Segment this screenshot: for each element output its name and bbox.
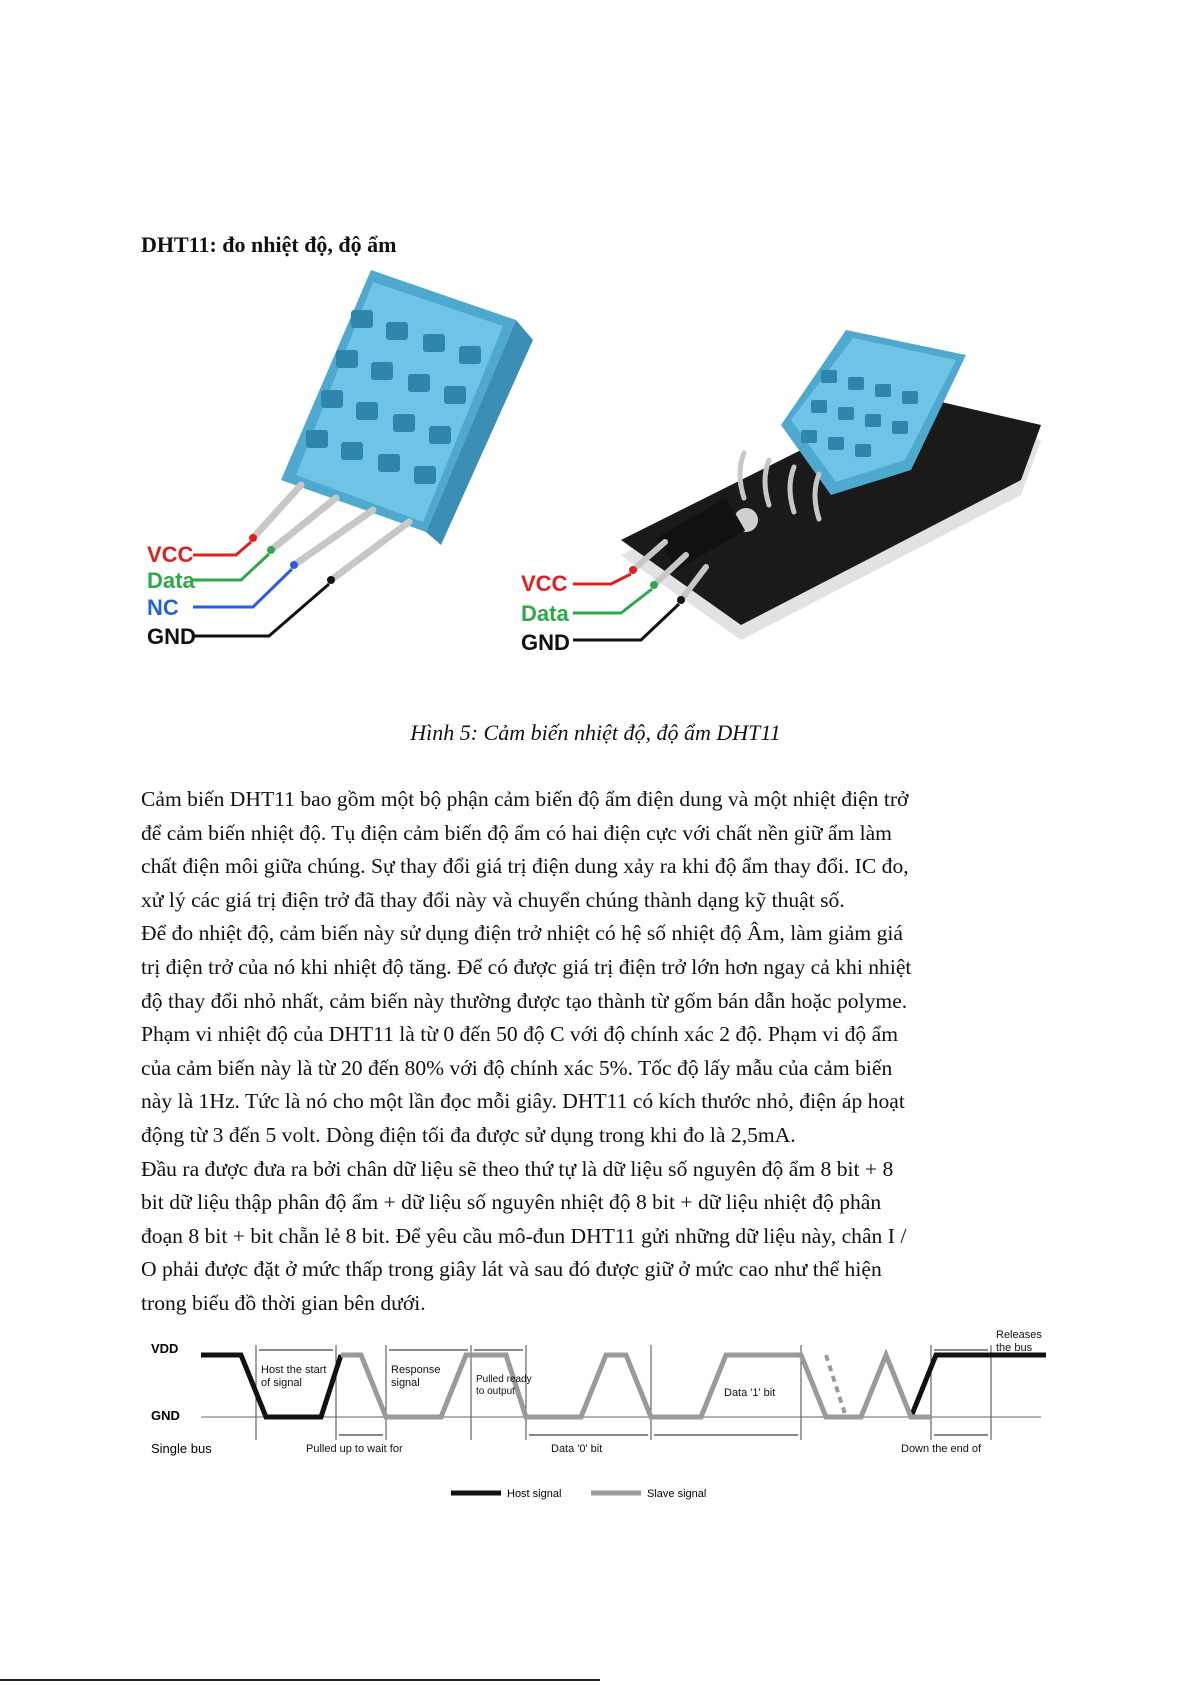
body-line: O phải được đặt ở mức thấp trong giây lát và sau đó được giữ ở mức cao như thể hiện (141, 1257, 882, 1282)
body-paragraphs (141, 783, 1061, 1321)
left-label-nc: NC (147, 595, 179, 620)
right-label-vcc: VCC (521, 571, 568, 596)
body-line: xử lý các giá trị điện trở đã thay đổi này và chuyển chúng thành dạng kỹ thuật số. (141, 887, 845, 912)
dht11-module-image (521, 330, 1041, 655)
body-line: độ thay đổi nhỏ nhất, cảm biến này thường được tạo thành từ gốm bán dẫn hoặc polyme. (141, 988, 908, 1013)
host-start-label-1: Host the start (261, 1364, 327, 1376)
data0-label: Data '0' bit (551, 1443, 603, 1455)
body-line: trị điện trở của nó khi nhiệt độ tăng. Để có được giá trị điện trở lớn hơn ngay cả khi nhiệt (141, 954, 912, 979)
body-line: bit dữ liệu thập phân độ ẩm + dữ liệu số nguyên nhiệt độ 8 bit + dữ liệu nhiệt độ phân (141, 1190, 882, 1215)
body-line: Cảm biến DHT11 bao gồm một bộ phận cảm biến độ ẩm điện dung và một nhiệt điện trở (141, 787, 909, 811)
pulled-ready-label-2: to output (476, 1386, 515, 1397)
dht11-figure (141, 270, 1061, 715)
data1-label: Data '1' bit (724, 1387, 776, 1399)
dht11-sensor-image (147, 270, 533, 649)
legend-host-label: Host signal (507, 1488, 562, 1500)
body-line: Để đo nhiệt độ, cảm biến này sử dụng điện trở nhiệt có hệ số nhiệt độ Âm, làm giảm giá (141, 921, 903, 946)
response-label-2: signal (391, 1377, 420, 1389)
figure-caption: Hình 5: Cảm biến nhiệt độ, độ ẩm DHT11 (410, 720, 781, 745)
releases-label-1: Releases (996, 1329, 1042, 1341)
body-line: đoạn 8 bit + bit chẵn lẻ 8 bit. Để yêu cầu mô-đun DHT11 gửi những dữ liệu này, chân I / (141, 1223, 907, 1248)
right-label-data: Data (521, 601, 569, 626)
left-label-vcc: VCC (147, 542, 194, 567)
timing-diagram (141, 1320, 1061, 1520)
legend-slave-label: Slave signal (647, 1488, 707, 1500)
down-end-label: Down the end of (901, 1443, 982, 1455)
pulled-up-label: Pulled up to wait for (306, 1443, 403, 1455)
body-line: Đầu ra được đưa ra bởi chân dữ liệu sẽ theo thứ tự là dữ liệu số nguyên độ ẩm 8 bit + 8 (141, 1156, 894, 1181)
body-line: của cảm biến này là từ 20 đến 80% với độ chính xác 5%. Tốc độ lấy mẫu của cảm biến (141, 1055, 893, 1080)
left-label-gnd: GND (147, 624, 196, 649)
single-bus-label: Single bus (151, 1441, 212, 1456)
host-start-label-2: of signal (261, 1377, 302, 1389)
response-label-1: Response (391, 1364, 441, 1376)
body-line: trong biểu đồ thời gian bên dưới. (141, 1290, 426, 1315)
footer-rule (0, 1679, 600, 1681)
gnd-label: GND (151, 1408, 180, 1423)
body-line: động từ 3 đến 5 volt. Dòng điện tối đa được sử dụng trong khi đo là 2,5mA. (141, 1122, 796, 1147)
releases-label-2: the bus (996, 1342, 1033, 1354)
pulled-ready-label-1: Pulled ready (476, 1374, 532, 1385)
vdd-label: VDD (151, 1341, 179, 1356)
body-line: để cảm biến nhiệt độ. Tụ điện cảm biến độ ẩm có hai điện cực với chất nền giữ ẩm làm (141, 820, 892, 845)
timing-legend (451, 1488, 706, 1500)
right-label-gnd: GND (521, 630, 570, 655)
section-heading: DHT11: đo nhiệt độ, độ ẩm (141, 232, 397, 257)
body-line: Phạm vi nhiệt độ của DHT11 là từ 0 đến 50 độ C với độ chính xác 2 độ. Phạm vi độ ẩm (141, 1022, 899, 1047)
body-line: này là 1Hz. Tức là nó cho một lần đọc mỗi giây. DHT11 có kích thước nhỏ, điện áp hoạt (141, 1089, 905, 1114)
left-label-data: Data (147, 568, 195, 593)
body-line: chất điện môi giữa chúng. Sự thay đổi giá trị điện dung xảy ra khi độ ẩm thay đổi. IC đo, (141, 854, 909, 879)
